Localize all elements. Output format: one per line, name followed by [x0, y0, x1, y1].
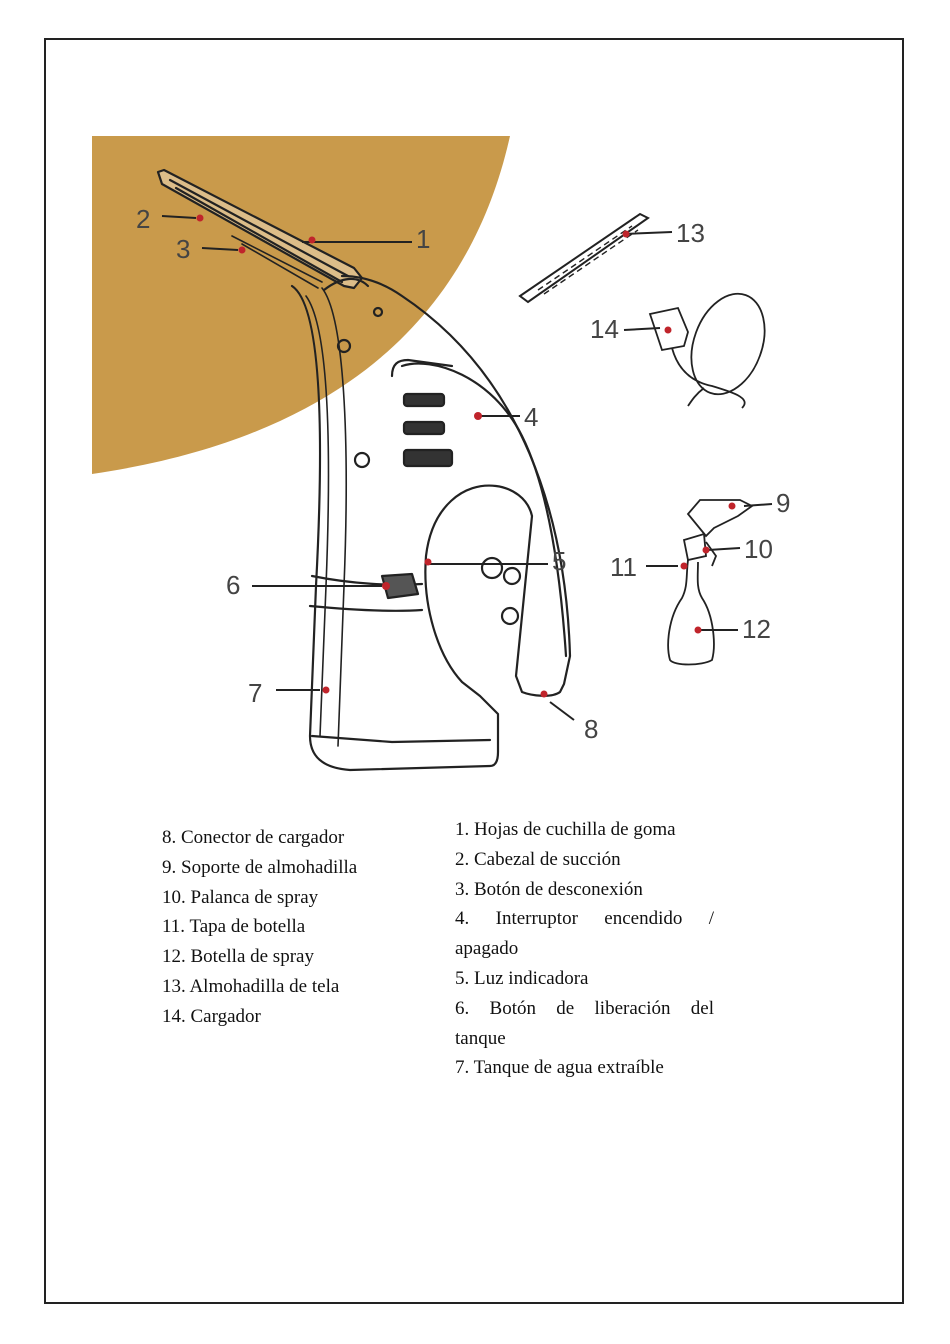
legend-item-4 [455, 904, 714, 964]
callout-12: 12 [742, 614, 771, 644]
legend-left [162, 823, 422, 1032]
legend-item-14: 14. Cargador [162, 1005, 261, 1027]
legend-item-4-line2: apagado [455, 938, 519, 960]
callout-3: 3 [176, 234, 191, 264]
legend-item-5: 5. Luz indicadora [455, 967, 589, 989]
spray-bottle-drawing [668, 500, 752, 665]
legend-item-10: 10. Palanca de spray [162, 886, 319, 908]
legend-item-6 [455, 994, 714, 1054]
cloth-pad-drawing [520, 214, 648, 302]
product-diagram [92, 136, 844, 798]
legend-item-6-line2: tanque [455, 1027, 506, 1049]
legend-item-2: 2. Cabezal de succión [455, 848, 621, 870]
accent-circle [92, 136, 510, 474]
callout-14: 14 [590, 314, 619, 344]
callout-1: 1 [416, 224, 431, 254]
diagram-svg [92, 136, 844, 798]
legend-item-7: 7. Tanque de agua extraíble [455, 1057, 664, 1079]
legend-item-3: 3. Botón de desconexión [455, 878, 643, 900]
callout-4: 4 [524, 402, 539, 432]
callout-13: 13 [676, 218, 705, 248]
legend-item-4-line1: 4. Interruptor encendido / [455, 908, 714, 930]
callout-8: 8 [584, 714, 599, 744]
legend-right [455, 815, 714, 1083]
legend-item-1: 1. Hojas de cuchilla de goma [455, 819, 676, 840]
legend-item-8: 8. Conector de cargador [162, 827, 345, 848]
legend-item-13: 13. Almohadilla de tela [162, 975, 340, 997]
callout-6: 6 [226, 570, 241, 600]
legend-item-11: 11. Tapa de botella [162, 916, 306, 938]
callout-9: 9 [776, 488, 791, 518]
handle [402, 364, 566, 656]
legend-item-12: 12. Botella de spray [162, 946, 314, 968]
legend-item-9: 9. Soporte de almohadilla [162, 856, 358, 878]
legend-item-6-line1: 6. Botón de liberación del [455, 997, 714, 1019]
callout-7: 7 [248, 678, 263, 708]
tank [310, 576, 490, 742]
callout-5: 5 [552, 546, 567, 576]
charger-drawing [650, 284, 778, 408]
callout-2: 2 [136, 204, 151, 234]
callout-11: 11 [610, 552, 637, 582]
callout-10: 10 [744, 534, 773, 564]
